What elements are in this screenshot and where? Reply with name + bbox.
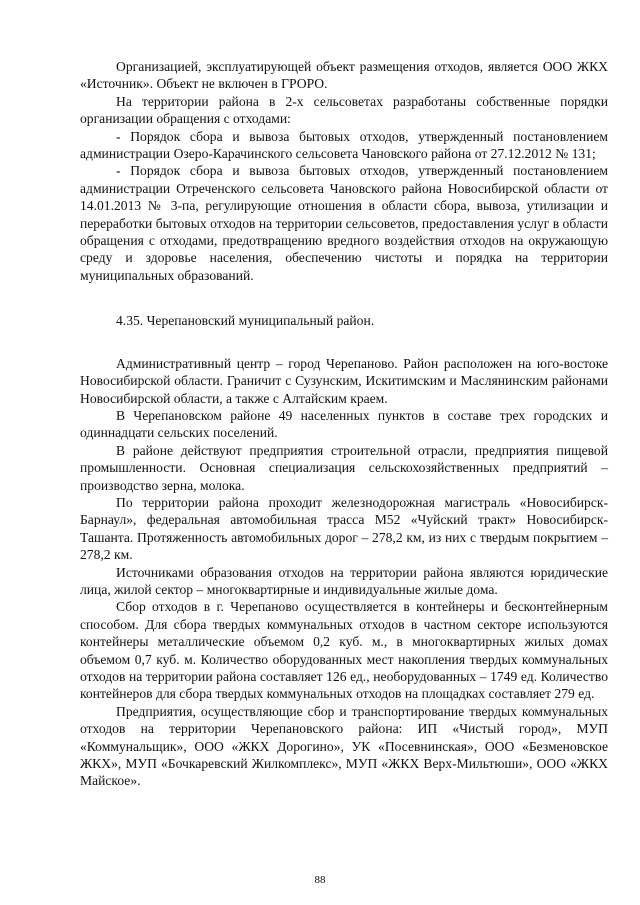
paragraph-procedure-ozero-karachinsky: - Порядок сбора и вывоза бытовых отходов, утвержденный постановлением администрации Озеро-Карачинского сельсовета Чановского района от 27.12.2012 № 131; xyxy=(80,128,608,162)
paragraph-operator: Организацией, эксплуатирующей объект размещения отходов, является ООО ЖКХ «Источник». Объект не включен в ГРОРО. xyxy=(80,59,608,92)
paragraph-waste-companies: Предприятия, осуществляющие сбор и транспортирование твердых коммунальных отходов на территории Черепановского района: ИП «Чистый город», МУП «Коммунальщик», ООО «ЖКХ Дорогино», УК «Посевнинская», ООО «Безменовское ЖКХ», МУП «Бочкаревский Жилкомплекс», МУП «ЖКХ Верх-Мильтюши», ООО «ЖКХ Майское». xyxy=(80,703,608,789)
paragraph-settlements: В Черепановском районе 49 населенных пунктов в составе трех городских и одиннадцати сельских поселений. xyxy=(80,407,608,441)
section-heading: 4.35. Черепановский муниципальный район. xyxy=(116,313,375,329)
paragraph-local-procedures: На территории района в 2-х сельсоветах разработаны собственные порядки организации обращения с отходами: xyxy=(80,93,608,127)
paragraph-industry: В районе действуют предприятия строительной отрасли, предприятия пищевой промышленности. Основная специализация сельскохозяйственных предприятий – производство зерна, молока. xyxy=(80,442,608,493)
spacer xyxy=(80,284,608,312)
paragraph-waste-collection: Сбор отходов в г. Черепаново осуществляется в контейнеры и бесконтейнерным способом. Для сбора твердых коммунальных отходов в частном секторе используются контейнеры металлические объемом 0,2 куб. м., в многоквартирных жилых домах объемом 0,7 куб. м. Количество оборудованных мест накопления твердых коммунальных отходов на территории района составляет 126 ед., необорудованных – 1749 ед. Количество контейнеров для сбора твердых коммунальных отходов на площадках составляет 279 ед. xyxy=(80,599,608,702)
paragraph-procedure-otrechensky: - Порядок сбора и вывоза бытовых отходов, утвержденный постановлением администрации Отреченского сельсовета Чановского района Новосибирской области от 14.01.2013 № 3-па, регулирующие отношения в области сбора, вывоза, утилизации и переработки бытовых отходов на территории сельсоветов, предоставления услуг в области обращения с отходами, предотвращению вредного воздействия отходов на окружающую среду и здоровье населения, обеспечению чистоты и порядка на территории муниципальных образований. xyxy=(80,163,608,283)
page-number: 88 xyxy=(314,874,326,886)
paragraph-transport: По территории района проходит железнодорожная магистраль «Новосибирск-Барнаул», федеральная автомобильная трасса М52 «Чуйский тракт» Новосибирск-Ташанта. Протяженность автомобильных дорог – 278,2 км, из них с твердым покрытием – 278,2 км. xyxy=(80,494,608,563)
paragraph-admin-center: Административный центр – город Черепаново. Район расположен на юго-востоке Новосибирской области. Граничит с Сузунским, Искитимским и Маслянинским районами Новосибирской области, а также с Алтайским краем. xyxy=(80,355,608,406)
paragraph-waste-sources: Источниками образования отходов на территории района являются юридические лица, жилой сектор – многоквартирные и индивидуальные жилые дома. xyxy=(80,564,608,597)
document-page xyxy=(80,58,608,790)
spacer xyxy=(80,330,608,355)
